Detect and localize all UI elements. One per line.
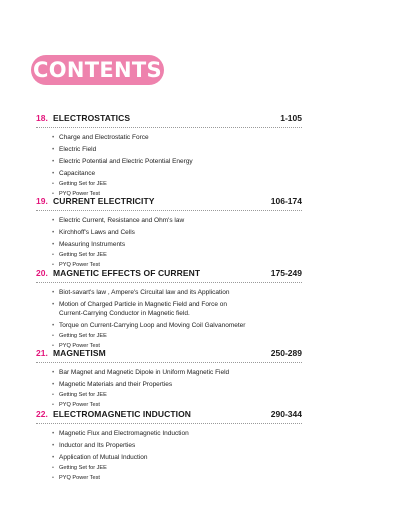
- chapter-title: MAGNETIC EFFECTS OF CURRENT: [53, 268, 201, 278]
- dotted-divider: [36, 362, 302, 363]
- bullet-icon: •: [52, 402, 54, 408]
- bullet-icon: •: [52, 134, 55, 141]
- bullet-icon: •: [52, 454, 55, 461]
- bullet-icon: •: [52, 430, 55, 437]
- bullet-icon: •: [52, 333, 54, 339]
- chapter-title: ELECTROSTATICS: [53, 113, 131, 123]
- bullet-icon: •: [52, 381, 55, 388]
- bullet-icon: •: [52, 369, 55, 376]
- chapter-title: MAGNETISM: [53, 348, 106, 358]
- chapter-page-range: 1-105: [280, 113, 302, 123]
- chapter-number: 20.: [36, 268, 48, 278]
- bullet-icon: •: [52, 217, 55, 224]
- chapter-header[interactable]: [0, 268, 400, 280]
- bullet-icon: •: [52, 322, 55, 329]
- chapter-title: CURRENT ELECTRICITY: [53, 196, 155, 206]
- chapter-header[interactable]: [0, 113, 400, 125]
- bullet-icon: •: [52, 170, 55, 177]
- bullet-icon: •: [52, 191, 54, 197]
- chapter-page-range: 290-344: [270, 409, 302, 419]
- bullet-icon: •: [52, 241, 55, 248]
- bullet-icon: •: [52, 465, 54, 471]
- table-of-contents: 18. ELECTROSTATICS 1-105 • Charge and Electrostatic Force • Electric Field • Electric Potential and Electric Potential Energy • Capacitance • Getting Set for JEE • PYQ Power Test 19. CURRENT ELECTRICITY 106-174 • Electric Current, Resistance and Ohm's law • Kirchhoff's Laws and Cells • Measuring Instruments • Getting Set for JEE • PYQ Power Test 20. MAGNETIC EFFECTS OF CURRENT 175-249 • Biot-savart's law , Ampere's Circuital law and its Application • Motion of Charged Particle in Magnetic Field and Force on Current-Carrying Conductor in Magnetic field. • Torque on Current-Carrying Loop and Moving Coil Galvanometer • Getting Set for JEE • PYQ Power Test 21. MAGNETISM 250-289 • Bar Magnet and Magnetic Dipole in Uniform Magnetic Field • Magnetic Materials and their Properties • Getting Set for JEE • PYQ Power Test 22. ELECTROMAGNETIC INDUCTION 290-344 • Magnetic Flux and Electromagnetic Induction • Inductor and Its Properties • Application of Mutual Induction • Getting Set for JEE • PYQ Power Test: [0, 0, 400, 515]
- chapter-header[interactable]: [0, 348, 400, 360]
- bullet-icon: •: [52, 289, 55, 296]
- chapter-page-range: 175-249: [270, 268, 302, 278]
- bullet-icon: •: [52, 252, 54, 258]
- chapter-number: 19.: [36, 196, 48, 206]
- dotted-divider: [36, 127, 302, 128]
- bullet-icon: •: [52, 343, 54, 349]
- bullet-icon: •: [52, 262, 54, 268]
- bullet-icon: •: [52, 181, 54, 187]
- chapter-header[interactable]: [0, 409, 400, 421]
- chapter-number: 22.: [36, 409, 48, 419]
- chapter-page-range: 106-174: [270, 196, 302, 206]
- chapter-page-range: 250-289: [270, 348, 302, 358]
- bullet-icon: •: [52, 475, 54, 481]
- chapter-number: 18.: [36, 113, 48, 123]
- bullet-icon: •: [52, 146, 55, 153]
- chapter-number: 21.: [36, 348, 48, 358]
- bullet-icon: •: [52, 158, 55, 165]
- chapter-header[interactable]: [0, 196, 400, 208]
- dotted-divider: [36, 423, 302, 424]
- bullet-icon: •: [52, 301, 55, 308]
- bullet-icon: •: [52, 392, 54, 398]
- contents-heading: CONTENTS: [33, 58, 162, 82]
- dotted-divider: [36, 282, 302, 283]
- bullet-icon: •: [52, 442, 55, 449]
- dotted-divider: [36, 210, 302, 211]
- chapter-title: ELECTROMAGNETIC INDUCTION: [53, 409, 192, 419]
- bullet-icon: •: [52, 229, 55, 236]
